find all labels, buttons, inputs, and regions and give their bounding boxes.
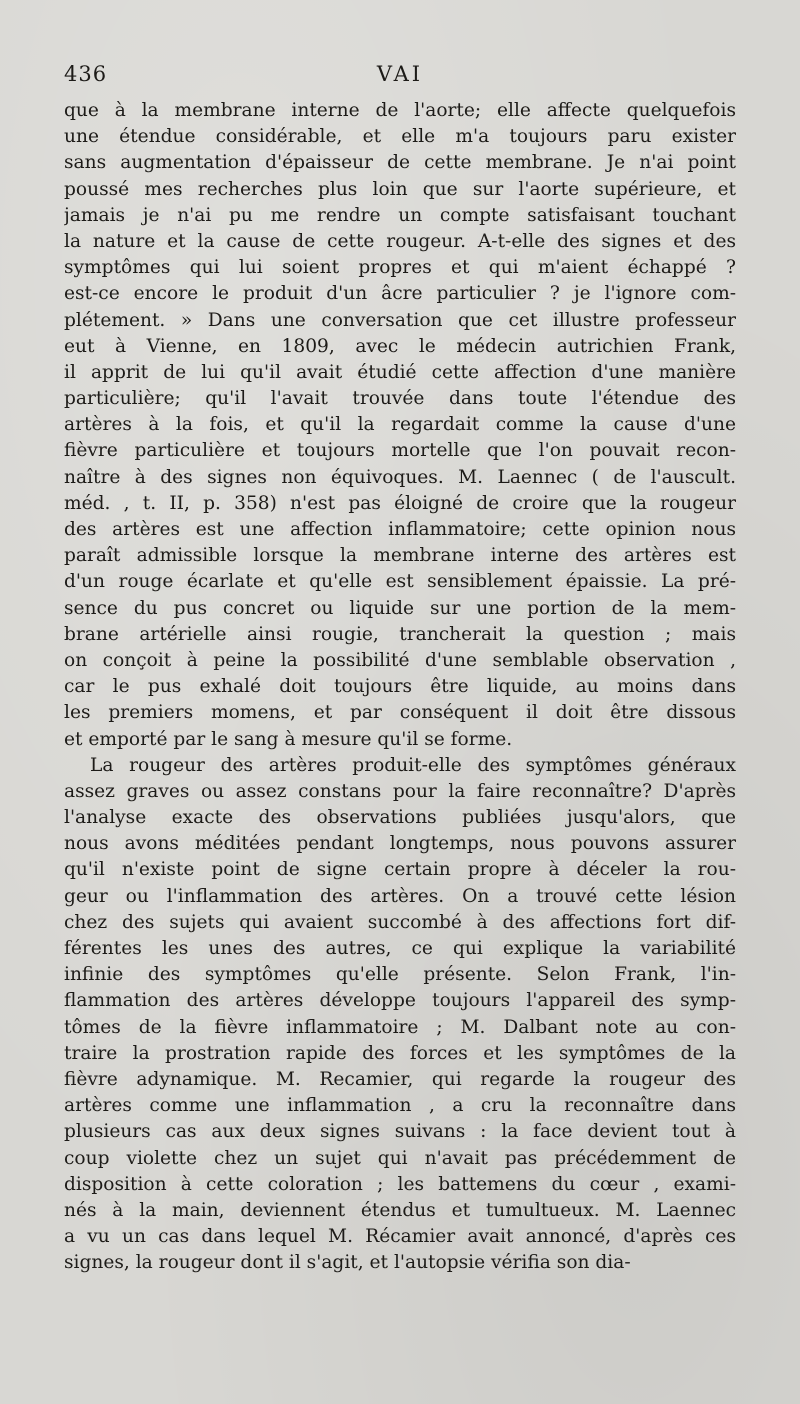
paragraph — [64, 98, 736, 753]
text-line: poussé mes recherches plus loin que sur l'aorte supérieure, et — [64, 178, 736, 200]
running-title: VAI — [376, 62, 424, 86]
text-line: que à la membrane interne de l'aorte; elle affecte quelquefois — [64, 100, 736, 121]
text-line: qu'il n'existe point de signe certain propre à déceler la rou- — [64, 859, 736, 881]
text-line: geur ou l'inflammation des artères. On a trouvé cette lésion — [64, 885, 736, 907]
text-line: les premiers momens, et par conséquent il doit être dissous — [64, 702, 736, 724]
text-line: d'un rouge écarlate et qu'elle est sensiblement épaissie. La pré- — [64, 571, 736, 593]
text-line: artères comme une inflammation , a cru la reconnaître dans — [64, 1095, 736, 1117]
text-line: férentes les unes des autres, ce qui explique la variabilité — [64, 938, 736, 959]
text-line: artères à la fois, et qu'il la regardait comme la cause d'une — [64, 414, 736, 436]
text-line: particulière; qu'il l'avait trouvée dans toute l'étendue des — [64, 388, 736, 410]
text-line: signes, la rougeur dont il s'agit, et l'autopsie vérifia son dia- — [64, 1252, 631, 1274]
text-line: plusieurs cas aux deux signes suivans : la face devient tout à — [64, 1121, 736, 1143]
text-line: l'analyse exacte des observations publiées jusqu'alors, que — [64, 807, 736, 829]
text-line: La rougeur des artères produit-elle des symptômes généraux — [90, 754, 736, 776]
text-line: symptômes qui lui soient propres et qui m'aient échappé ? — [64, 257, 736, 279]
body-text — [64, 98, 736, 1276]
text-line: sence du pus concret ou liquide sur une portion de la mem- — [64, 597, 736, 619]
text-line: une étendue considérable, et elle m'a toujours paru exister — [64, 126, 736, 148]
running-head — [64, 62, 736, 92]
text-line: fièvre particulière et toujours mortelle que l'on pouvait recon- — [64, 440, 736, 462]
paragraph — [64, 753, 736, 1277]
text-line: infinie des symptômes qu'elle présente. Selon Frank, l'in- — [64, 964, 736, 986]
text-line: traire la prostration rapide des forces et les symptômes de la — [64, 1042, 736, 1064]
text-line: méd. , t. II, p. 358) n'est pas éloigné de croire que la rougeur — [64, 492, 736, 514]
text-line: est-ce encore le produit d'un âcre particulier ? je l'ignore com- — [64, 283, 736, 305]
text-line: brane artérielle ainsi rougie, trancherait la question ; mais — [64, 623, 736, 645]
text-line: eut à Vienne, en 1809, avec le médecin autrichien Frank, — [64, 335, 736, 357]
text-line: des artères est une affection inflammatoire; cette opinion nous — [64, 519, 736, 540]
text-line: a vu un cas dans lequel M. Récamier avait annoncé, d'après ces — [64, 1226, 736, 1248]
text-line: naître à des signes non équivoques. M. Laennec ( de l'auscult. — [64, 466, 736, 488]
text-line: plétement. » Dans une conversation que cet illustre professeur — [64, 309, 736, 331]
text-line: sans augmentation d'épaisseur de cette membrane. Je n'ai point — [64, 152, 736, 174]
text-line: chez des sujets qui avaient succombé à des affections fort dif- — [64, 911, 736, 933]
text-line: assez graves ou assez constans pour la faire reconnaître? D'après — [64, 780, 736, 802]
page-number: 436 — [64, 62, 108, 86]
text-line: disposition à cette coloration ; les battemens du cœur , exami- — [64, 1173, 736, 1195]
text-line: coup violette chez un sujet qui n'avait pas précédemment de — [64, 1147, 736, 1169]
text-line: car le pus exhalé doit toujours être liquide, au moins dans — [64, 676, 736, 698]
text-line: il apprit de lui qu'il avait étudié cette affection d'une manière — [64, 361, 736, 383]
text-line: fièvre adynamique. M. Recamier, qui regarde la rougeur des — [64, 1068, 736, 1090]
text-line: paraît admissible lorsque la membrane interne des artères est — [64, 545, 736, 567]
text-line: jamais je n'ai pu me rendre un compte satisfaisant touchant — [64, 204, 736, 226]
text-line: on conçoit à peine la possibilité d'une semblable observation , — [64, 649, 736, 671]
text-line: la nature et la cause de cette rougeur. A-t-elle des signes et des — [64, 230, 736, 252]
text-line: et emporté par le sang à mesure qu'il se forme. — [64, 728, 513, 750]
text-line: flammation des artères développe toujours l'appareil des symp- — [64, 990, 736, 1012]
text-line: tômes de la fièvre inflammatoire ; M. Dalbant note au con- — [64, 1016, 736, 1038]
text-line: nés à la main, deviennent étendus et tumultueux. M. Laennec — [64, 1199, 736, 1221]
text-line: nous avons méditées pendant longtemps, nous pouvons assurer — [64, 833, 736, 855]
